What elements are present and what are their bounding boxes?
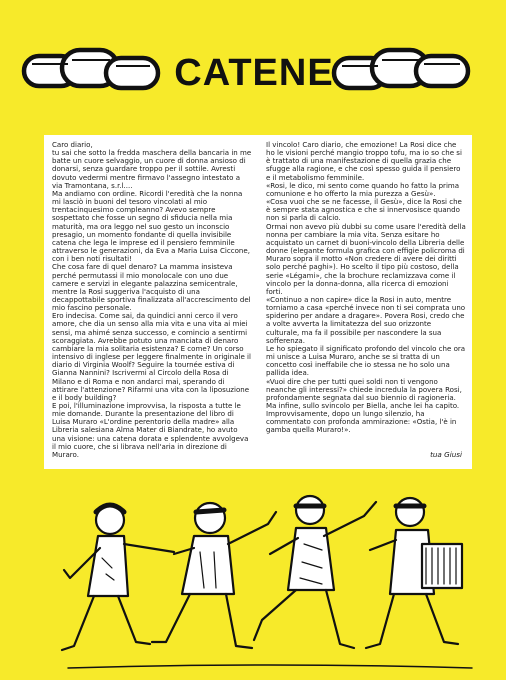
letter-paragraph: «Rosi, le dico, mi sento come quando ho fatto la prima comunione e ho offerto la mia purezza a Gesù». xyxy=(266,180,460,198)
dancing-figures-illustration xyxy=(60,478,480,678)
letter-paragraph: Ero indecisa. Come sai, da quindici anni cerco il vero amore, che dia un senso alla mia vita e una vita ai miei sensi, ma ahimé senza successo, e comincio a sentirmi scoraggiata. Avrebbe potuto una manciata di denaro cambiare la mia solitaria esistenza? E come? Un corso intensivo di inglese per leggere finalmente in originale il diario di Virginia Woolf? Seguire la tournée estiva di Gianna Nannini? Iscrivermi al Circolo della Rosa di Milano e di Roma e non andarci mai, sperando di attirare l'attenzione? Rifarmi una vita con la liposuzione e il body building? xyxy=(52,311,251,402)
letter-paragraph: tu sai che sotto la fredda maschera della bancaria in me batte un cuore selvaggio, un cuore di donna ansioso di donarsi, senza guardare troppo per il sottile. Avresti dovuto vedermi mentre firmavo l'assegno intestato a via Tramontana, s.r.l.... xyxy=(52,148,252,190)
dancer-figure xyxy=(366,498,462,648)
letter-left-column xyxy=(52,141,252,459)
right-chain-icon xyxy=(328,40,498,110)
letter-paragraph: Le ho spiegato il significato profondo del vincolo che ora mi unisce a Luisa Muraro, anche se si tratta di un concetto così ineffabile che io stessa ne ho solo una pallida idea. xyxy=(266,343,466,378)
letter-paragraph: Ormai non avevo più dubbi su come usare l'eredità della nonna per cambiare la mia vita. Senza esitare ho acquistato un carnet di buoni-vincolo della Libreria delle donne (elegante formula grafica con effigie policroma di Muraro sopra il motto «Non credere di avere dei diritti solo perché paghi»). Ho scelto il tipo più costoso, della serie «Légami», che la brochure reclamizzava come il vincolo per la donna-donna, alla ricerca di emozioni forti. xyxy=(266,221,466,296)
dancer-figure xyxy=(62,505,174,650)
left-chain-icon xyxy=(18,40,188,110)
letter-paragraph: «Cosa vuoi che se ne facesse, il Gesù», dice la Rosi che è sempre stata agnostica e che si innervosisce quando non si parla di calcio. xyxy=(266,197,462,223)
letter-paragraph: «Continuo a non capire» dice la Rosi in auto, mentre torniamo a casa «perché invece non ti sei comprata uno spiderino per andare a dragare». Povera Rosi, credo che a volte avverta la limitatezza del suo orizzonte culturale, ma fa il possibile per nascondere la sua sofferenza. xyxy=(266,294,466,345)
letter-paragraph: Ma andiamo con ordine. Ricordi l'eredità che la nonna mi lasciò in buoni del tesoro vincolati al mio trentacinquesimo compleanno? Avevo sempre sospettato che fosse un segno di sfiducia nella mia maturità, ma ora leggo nel suo gesto un inconscio presagio, un momento fondante di quella invisibile catena che lega le imprese ed il pensiero femminile attraverso le generazioni, da Eva a Maria Luisa Ciccone, con i ben noti risultati! xyxy=(52,188,250,264)
letter-panel xyxy=(44,135,472,469)
letter-paragraph: Ma infine, sullo svincolo per Biella, anche lei ha capito. Improvvisamente, dopo un lungo silenzio, ha commentato con profonda ammirazione: «Ostia, l'è in gamba quella Muraro!». xyxy=(266,401,460,435)
letter-right-column xyxy=(266,141,466,435)
page-title: CATENE xyxy=(174,52,334,94)
dancer-figure xyxy=(152,503,276,648)
letter-paragraph: Il vincolo! Caro diario, che emozione! La Rosi dice che ho le visioni perché mangio troppo tofu, ma io so che si è trattato di una manifestazione di quella grazia che sfugge alla ragione, e che così spesso guida il pensiero e il metabolismo femminile. xyxy=(266,140,462,182)
letter-paragraph: Caro diario, xyxy=(52,140,93,149)
signature: tua Giusi xyxy=(430,449,462,459)
header-banner xyxy=(0,40,506,110)
letter-paragraph: «Vuoi dire che per tutti quei soldi non ti vengono neanche gli interessi?» chiede incredula la povera Rosi, profondamente segnata dal suo biennio di ragioneria. xyxy=(266,376,462,402)
letter-paragraph: Che cosa fare di quel denaro? La mamma insisteva perché permutassi il mio monolocale con uno due camere e servizi in elegante palazzina semicentrale, mentre la Rosi suggeriva l'acquisto di una decappottabile sportiva finalizzata all'accrescimento del mio fascino personale. xyxy=(52,262,251,313)
letter-paragraph: E poi, l'illuminazione improvvisa, la risposta a tutte le mie domande. Durante la presentazione del libro di Luisa Muraro «L'ordine perentorio della madre» alla Libreria salesiana Alma Mater di Biandrate, ho avuto una visione: una catena dorata e splendente avvolgeva il mio cuore, che si librava nell'aria in direzione di Muraro. xyxy=(52,401,249,459)
